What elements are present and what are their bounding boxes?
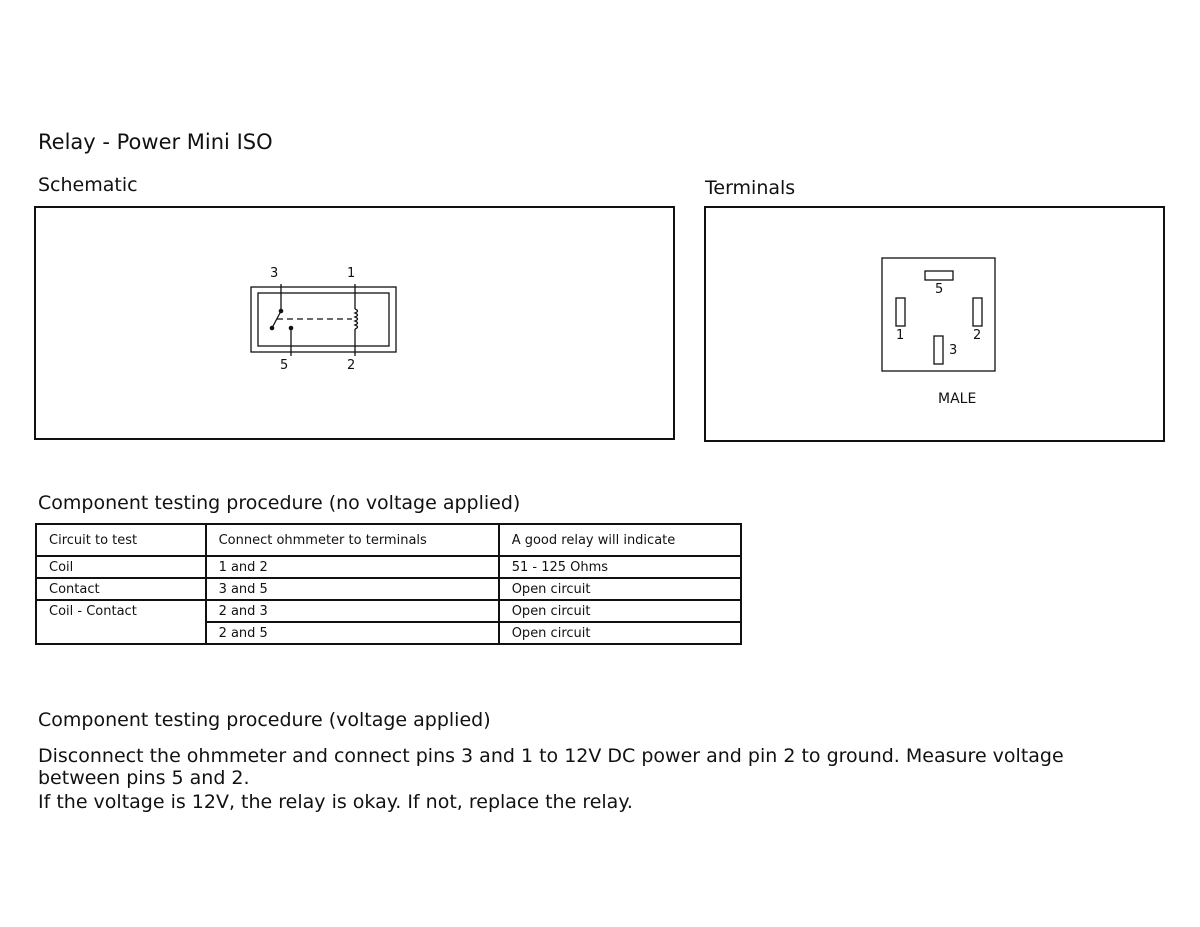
schematic-pin-1-label: 1 — [347, 266, 356, 281]
table-cell: 51 - 125 Ohms — [499, 556, 741, 578]
terminal-layout-diagram — [706, 208, 1163, 440]
terminal-2-label: 2 — [973, 328, 982, 343]
column-header: A good relay will indicate — [499, 524, 741, 556]
terminals-heading: Terminals — [705, 177, 796, 199]
terminals-panel — [704, 206, 1165, 442]
connector-outline — [882, 258, 995, 371]
table-row — [36, 600, 741, 622]
procedure-voltage-text-line1: Disconnect the ohmmeter and connect pins 3 and 1 to 12V DC power and pin 2 to ground. Measure voltage — [38, 745, 1064, 767]
terminal-1-label: 1 — [896, 328, 905, 343]
column-header: Connect ohmmeter to terminals — [206, 524, 499, 556]
table-row — [36, 578, 741, 600]
terminal-2-blade — [973, 298, 982, 326]
table-cell: Open circuit — [499, 578, 741, 600]
procedure-voltage-heading: Component testing procedure (voltage applied) — [38, 709, 491, 731]
terminal-5-label: 5 — [935, 282, 944, 297]
schematic-panel — [34, 206, 675, 440]
table-cell: 1 and 2 — [206, 556, 499, 578]
schematic-pin-3-label: 3 — [270, 266, 279, 281]
page-title: Relay - Power Mini ISO — [38, 130, 273, 154]
ohmmeter-test-table — [35, 523, 742, 645]
column-header: Circuit to test — [36, 524, 206, 556]
procedure-voltage-text-line2: between pins 5 and 2. — [38, 767, 250, 789]
table-row — [36, 556, 741, 578]
table-cell: Coil — [36, 556, 206, 578]
coil-winding — [355, 309, 358, 329]
terminal-3-blade — [934, 336, 943, 364]
table-cell: 2 and 5 — [206, 622, 499, 644]
procedure-no-voltage-heading: Component testing procedure (no voltage applied) — [38, 492, 521, 514]
schematic-pin-2-label: 2 — [347, 358, 356, 373]
switch-tip — [270, 326, 275, 331]
schematic-heading: Schematic — [38, 174, 138, 196]
terminal-3-label: 3 — [949, 343, 958, 358]
table-cell: 2 and 3 — [206, 600, 499, 622]
housing-outer — [251, 287, 396, 352]
terminal-5-blade — [925, 271, 953, 280]
terminal-gender-caption: MALE — [938, 391, 977, 407]
table-cell: Open circuit — [499, 622, 741, 644]
relay-schematic-diagram — [36, 208, 673, 438]
table-header-row — [36, 524, 741, 556]
schematic-pin-5-label: 5 — [280, 358, 289, 373]
table-cell: Open circuit — [499, 600, 741, 622]
terminal-1-blade — [896, 298, 905, 326]
table-cell: 3 and 5 — [206, 578, 499, 600]
table-cell: Contact — [36, 578, 206, 600]
procedure-voltage-text-line3: If the voltage is 12V, the relay is okay. If not, replace the relay. — [38, 791, 633, 813]
table-row — [36, 622, 741, 644]
table-cell: Coil - Contact — [36, 600, 206, 622]
table-cell — [36, 622, 206, 644]
